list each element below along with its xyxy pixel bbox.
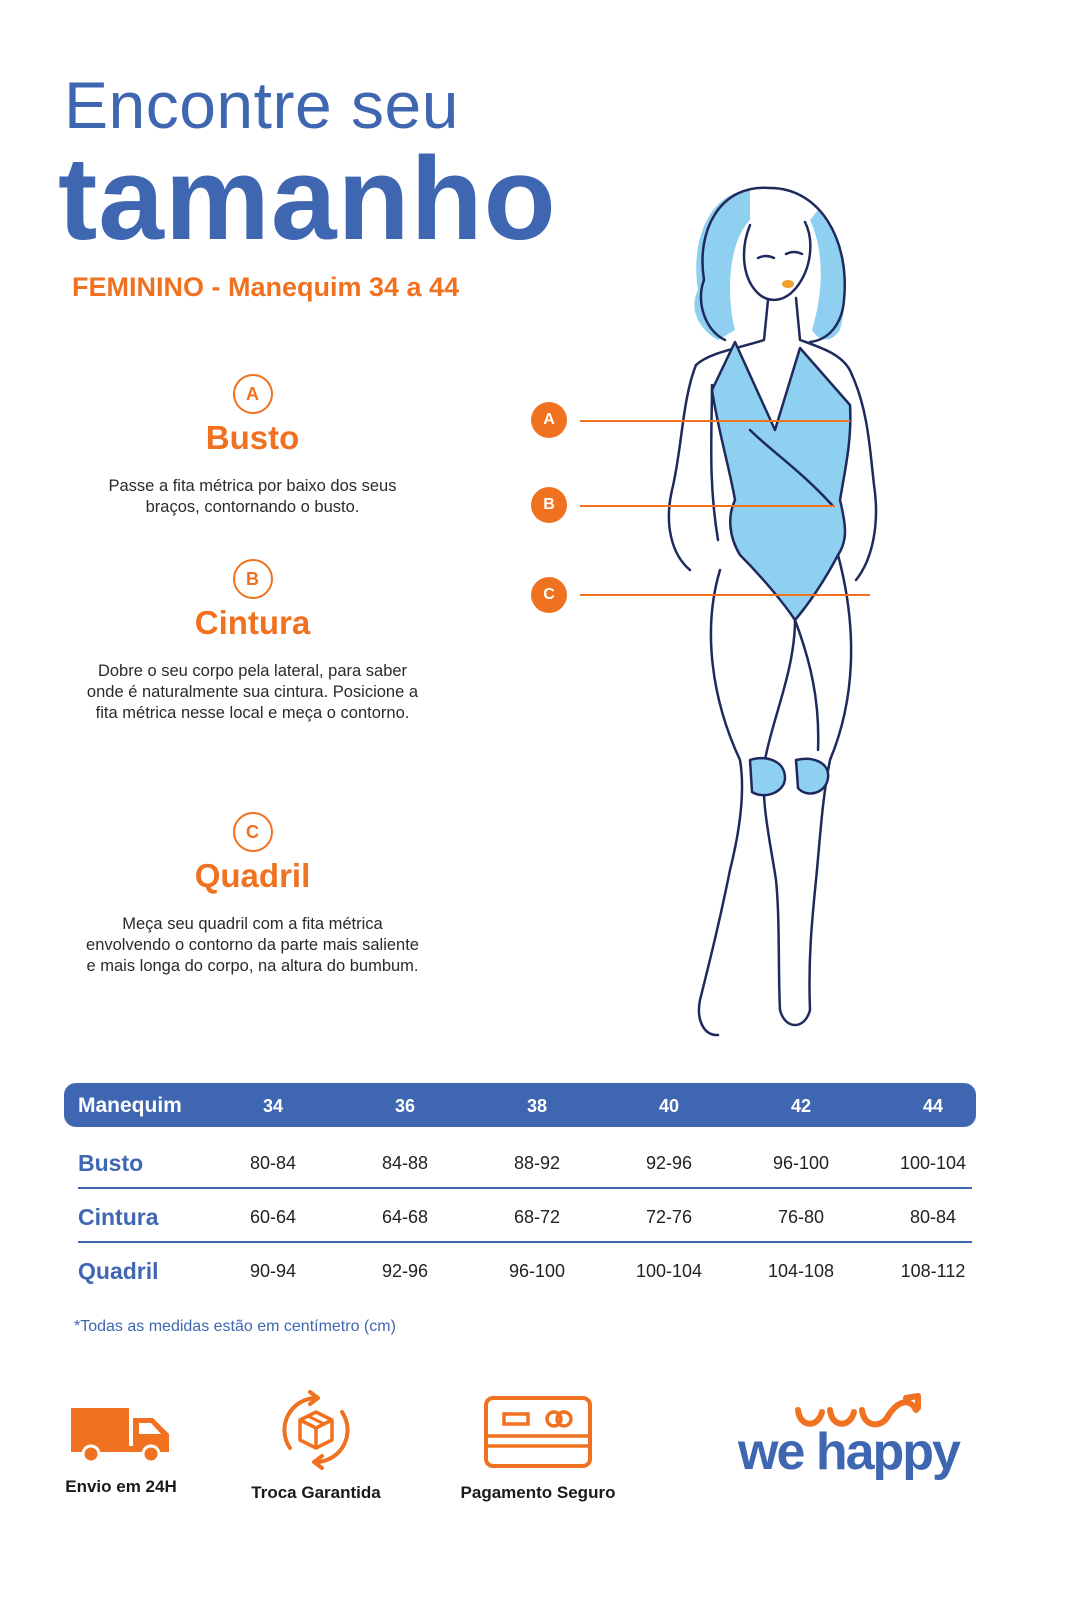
marker-c: C xyxy=(531,577,567,613)
logo-text: we happy xyxy=(738,1423,959,1481)
letter-a-badge: A xyxy=(233,374,273,414)
marker-line-b xyxy=(580,505,835,507)
truck-icon xyxy=(69,1402,173,1464)
table-cell: 96-100 xyxy=(508,1261,566,1281)
table-cell: 104-108 xyxy=(767,1261,835,1281)
section-title-busto: Busto xyxy=(205,419,300,456)
table-cell: 92-96 xyxy=(645,1153,693,1173)
header-label: Manequim xyxy=(78,1094,182,1117)
table-row-cintura xyxy=(64,1189,976,1243)
section-desc-busto: Passe a fita métrica por baixo dos seus braços, contornando o busto. xyxy=(108,477,397,517)
table-cell: 68-72 xyxy=(513,1207,561,1227)
table-row-busto xyxy=(64,1135,976,1189)
table-cell: 88-92 xyxy=(513,1153,561,1173)
size-table xyxy=(64,1083,976,1297)
table-cell: 108-112 xyxy=(900,1261,966,1281)
section-cintura xyxy=(80,559,425,724)
marker-line-a xyxy=(580,420,850,422)
footer-exchange xyxy=(236,1390,396,1503)
title-line1: Encontre seu xyxy=(64,68,459,142)
letter-c-badge: C xyxy=(233,812,273,852)
size-38: 38 xyxy=(526,1096,548,1116)
marker-line-c xyxy=(580,594,870,596)
table-cell: 60-64 xyxy=(249,1207,297,1227)
footer-label-shipping: Envio em 24H xyxy=(65,1477,177,1496)
letter-b-badge: B xyxy=(233,559,273,599)
table-cell: 96-100 xyxy=(772,1153,830,1173)
footer-payment xyxy=(446,1390,630,1503)
subtitle: FEMININO - Manequim 34 a 44 xyxy=(72,272,460,302)
size-34: 34 xyxy=(262,1096,284,1116)
table-cell: 80-84 xyxy=(909,1207,957,1227)
footer-label-exchange: Troca Garantida xyxy=(251,1483,381,1502)
table-cell: 76-80 xyxy=(777,1207,825,1227)
section-desc-cintura: Dobre o seu corpo pela lateral, para saber onde é naturalmente sua cintura. Posicione a fita métrica nesse local e meça o contorno. xyxy=(86,662,419,723)
marker-a: A xyxy=(531,402,567,438)
size-36: 36 xyxy=(394,1096,416,1116)
measurement-note: *Todas as medidas estão em centímetro (cm) xyxy=(74,1318,396,1335)
size-40: 40 xyxy=(658,1096,680,1116)
section-desc-quadril: Meça seu quadril com a fita métrica envolvendo o contorno da parte mais saliente e mais longa do corpo, na altura do bumbum. xyxy=(86,915,419,976)
footer-shipping xyxy=(56,1390,186,1497)
marker-b: B xyxy=(531,487,567,523)
section-title-quadril: Quadril xyxy=(194,857,311,894)
footer-label-payment: Pagamento Seguro xyxy=(460,1483,616,1502)
row-label-cintura: Cintura xyxy=(78,1204,159,1230)
row-label-quadril: Quadril xyxy=(78,1258,159,1284)
table-cell: 64-68 xyxy=(381,1207,429,1227)
table-cell: 100-104 xyxy=(635,1261,703,1281)
size-44: 44 xyxy=(922,1096,944,1116)
title-line2: tamanho xyxy=(58,133,557,265)
section-title-cintura: Cintura xyxy=(194,604,311,641)
row-label-busto: Busto xyxy=(78,1150,144,1176)
section-quadril xyxy=(80,812,425,977)
table-cell: 72-76 xyxy=(645,1207,693,1227)
size-table-header xyxy=(64,1083,976,1127)
table-cell: 80-84 xyxy=(249,1153,297,1173)
table-cell: 100-104 xyxy=(899,1153,967,1173)
table-cell: 90-94 xyxy=(249,1261,297,1281)
section-busto xyxy=(80,374,425,518)
woman-figure-illustration xyxy=(600,180,940,1050)
credit-card-icon xyxy=(482,1394,594,1470)
table-cell: 92-96 xyxy=(381,1261,429,1281)
table-row-quadril xyxy=(64,1243,976,1297)
we-happy-logo xyxy=(738,1392,978,1492)
exchange-box-icon xyxy=(276,1390,356,1470)
size-42: 42 xyxy=(790,1096,812,1116)
table-cell: 84-88 xyxy=(381,1153,429,1173)
